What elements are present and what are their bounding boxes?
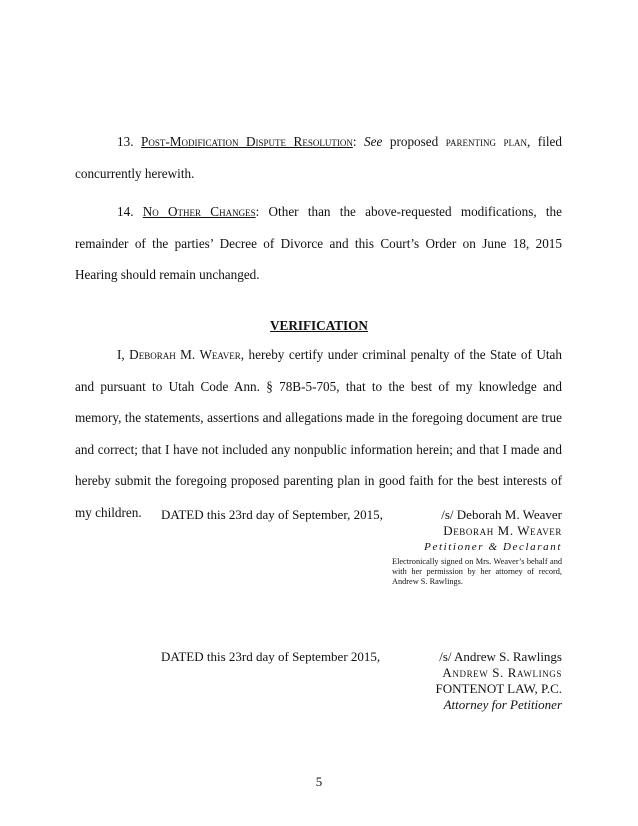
item-13-text-a: proposed [382,134,446,149]
signature-1-name: Deborah M. Weaver [443,523,562,538]
paragraph-14 [75,196,562,291]
verification-name: Deborah M. Weaver [129,347,241,362]
signature-2-slash: /s/ Andrew S. Rawlings [439,649,562,664]
item-13-text-b: , filed concurrently herewith. [75,134,562,181]
dated-line-2: DATED this 23rd day of September 2015, [161,649,381,664]
item-14-number: 14. [117,204,134,219]
item-14-heading: No Other Changes [142,204,256,219]
verification-text: , hereby certify under criminal penalty of the State of Utah and pursuant to Utah Code Ann. § 78B-5-705, that to the best of my knowledge and memory, the statements, assertions and allegations made in the foregoing document are true and correct; that I have not included any nonpublic information herein; and that I made and hereby submit the foregoing proposed parenting plan in good faith for the best interests of my children. [75,347,562,520]
item-13-colon: : [352,134,357,149]
verification-prefix: I, [117,347,130,362]
verification-paragraph [75,339,562,528]
signature-1-slash: /s/ Deborah M. Weaver [441,507,562,522]
signature-2-role: Attorney for Petitioner [443,697,562,712]
signature-1-note: Electronically signed on Mrs. Weaver’s behalf and with her permission by her attorney of record, Andrew S. Rawlings. [392,557,562,587]
signature-1-role: Petitioner & Declarant [424,541,562,553]
item-14-text: : Other than the above-requested modifications, the remainder of the parties’ Decree of Divorce and this Court’s Order on June 18, 2015 Hearing should remain unchanged. [75,204,563,282]
item-13-see: See [364,134,383,149]
item-13-plan: parenting plan [445,134,527,149]
signature-2-firm: FONTENOT LAW, P.C. [435,681,562,696]
item-13-heading: Post-Modification Dispute Resolution [141,134,353,149]
signature-block-1 [392,507,562,588]
dated-line-1: DATED this 23rd day of September, 2015, [161,507,383,522]
signature-block-2 [392,649,562,713]
verification-heading: VERIFICATION [270,318,368,333]
signature-2-name: Andrew S. Rawlings [442,665,562,680]
page-number: 5 [315,774,323,789]
item-13-number: 13. [117,134,134,149]
paragraph-13 [75,126,562,189]
